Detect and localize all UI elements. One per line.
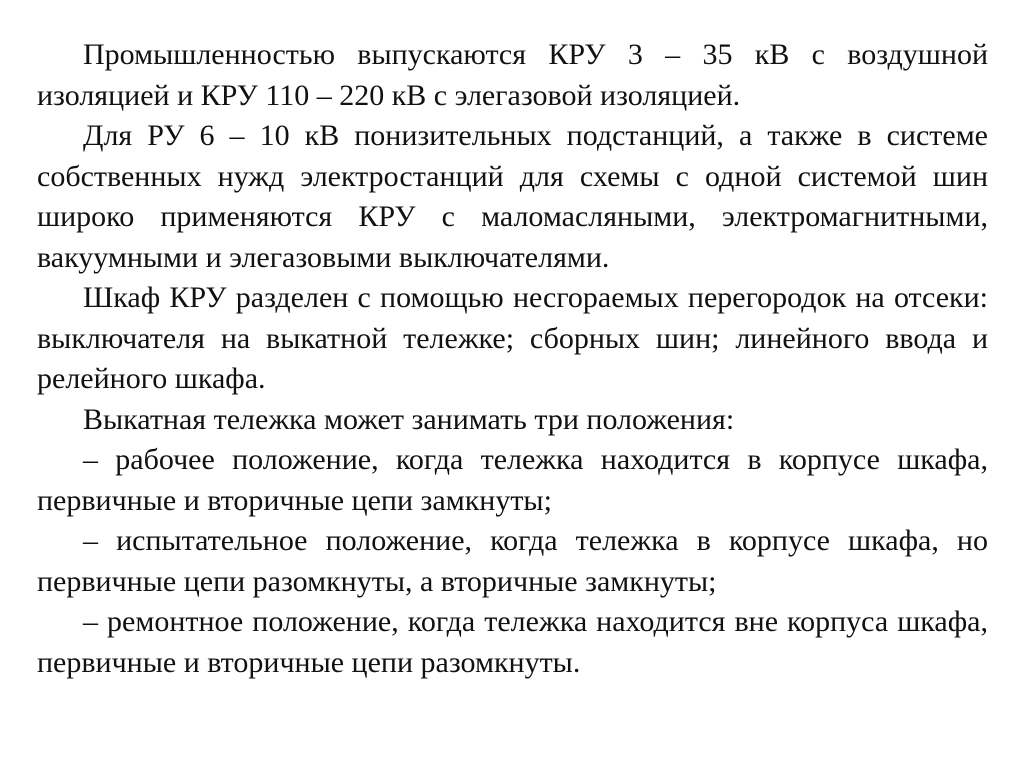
document-body (37, 35, 988, 683)
paragraph-kru-production: Промышленностью выпускаются КРУ 3 – 35 кВ с воздушной изоляцией и КРУ 110 – 220 кВ с элегазовой изоляцией. (37, 38, 988, 112)
list-item-working-position: – рабочее положение, когда тележка находится в корпусе шкафа, первичные и вторичные цепи замкнуты; (37, 443, 988, 517)
paragraph-cabinet-compartments: Шкаф КРУ разделен с помощью несгораемых перегородок на отсеки: выключателя на выкатной тележке; сборных шин; линейного ввода и релейного шкафа. (37, 281, 988, 395)
paragraph-trolley-positions-intro: Выкатная тележка может занимать три положения: (83, 402, 735, 436)
list-item-test-position: – испытательное положение, когда тележка в корпусе шкафа, но первичные цепи разомкнуты, а вторичные замкнуты; (37, 524, 988, 598)
list-item-repair-position: – ремонтное положение, когда тележка находится вне корпуса шкафа, первичные и вторичные цепи разомкнуты. (37, 605, 988, 679)
paragraph-kru-applications: Для РУ 6 – 10 кВ понизительных подстанций, а также в системе собственных нужд электростанций для схемы с одной системой шин широко применяются КРУ с маломасляными, электромагнитными, вакуумными и элегазовыми выключателями. (37, 119, 988, 274)
